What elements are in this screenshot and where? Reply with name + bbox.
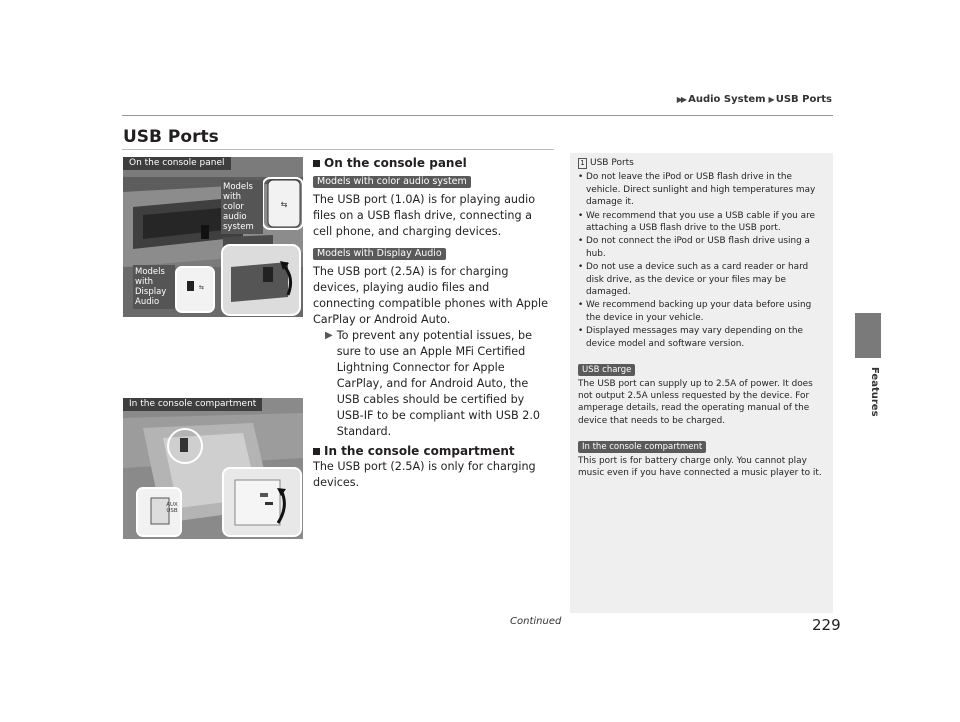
list-item: • Displayed messages may vary depending on the device model and software version. bbox=[578, 325, 825, 350]
console-compartment-figure bbox=[123, 398, 303, 539]
page-title: USB Ports bbox=[123, 127, 219, 147]
square-bullet-icon bbox=[313, 160, 320, 167]
chapter-tab-label[interactable]: Features bbox=[869, 367, 880, 417]
list-item: • Do not use a device such as a card reader or hard disk drive, as the device or your files may be damaged. bbox=[578, 261, 825, 298]
port-label: AUX USB bbox=[166, 502, 178, 514]
console-compartment-illustration bbox=[123, 398, 303, 539]
list-item: • Do not leave the iPod or USB flash drive in the vehicle. Direct sunlight and high temperatures may damage it. bbox=[578, 171, 825, 208]
notes-sidebar bbox=[570, 153, 833, 613]
main-text-column bbox=[313, 155, 553, 491]
notes-title: 1 USB Ports bbox=[578, 157, 825, 169]
svg-text:⇆: ⇆ bbox=[280, 200, 288, 209]
breadcrumb-page[interactable]: USB Ports bbox=[775, 94, 832, 105]
console-compartment-tag: In the console compartment bbox=[578, 441, 706, 453]
title-divider bbox=[122, 149, 554, 150]
list-item: • We recommend that you use a USB cable if you are attaching a USB flash drive to the USB port. bbox=[578, 210, 825, 235]
console-compartment-text: This port is for battery charge only. You cannot play music even if you have connected a music player to it. bbox=[578, 455, 822, 478]
header-divider bbox=[122, 115, 833, 116]
console-panel-figure bbox=[123, 157, 303, 317]
breadcrumb-arrow-icon: ▶▶ bbox=[676, 95, 686, 104]
arrow-right-icon: ▶ bbox=[325, 330, 333, 341]
model-tag-color-audio: Models with color audio system bbox=[313, 176, 471, 188]
list-item: • Do not connect the iPod or USB flash drive using a hub. bbox=[578, 235, 825, 260]
paragraph-usb-2-5a: The USB port (2.5A) is for charging devices, playing audio files and connecting compatible phones with Apple CarPlay or Android Auto. bbox=[313, 265, 548, 326]
page-number: 229 bbox=[812, 616, 841, 634]
breadcrumb-section[interactable]: Audio System bbox=[688, 94, 766, 105]
paragraph-charging-only: The USB port (2.5A) is only for charging devices. bbox=[313, 460, 536, 489]
notes-bullet-list bbox=[578, 171, 825, 350]
figure-label: On the console panel bbox=[123, 157, 231, 170]
usb-charge-text: The USB port can supply up to 2.5A of power. It does not output 2.5A unless requested by the device. For amperage details, read the operating manual of the device that needs to be charged. bbox=[578, 378, 813, 426]
chapter-tab-marker bbox=[855, 313, 881, 358]
usb-charge-tag: USB charge bbox=[578, 364, 635, 376]
square-bullet-icon bbox=[313, 448, 320, 455]
callout-color-audio: Models with color audio system bbox=[221, 180, 263, 234]
svg-text:⇆: ⇆ bbox=[199, 284, 205, 291]
model-tag-display-audio: Models with Display Audio bbox=[313, 248, 446, 260]
continued-label: Continued bbox=[510, 616, 562, 627]
callout-display-audio: Models with Display Audio bbox=[133, 265, 175, 309]
note-item bbox=[313, 328, 553, 440]
figure-label: In the console compartment bbox=[123, 398, 262, 411]
paragraph-usb-1a: The USB port (1.0A) is for playing audio files on a USB flash drive, connecting a cell phone, and charging devices. bbox=[313, 193, 536, 238]
breadcrumb bbox=[677, 94, 832, 105]
breadcrumb-arrow-icon: ▶ bbox=[768, 95, 773, 104]
section-heading-console-compartment: In the console compartment bbox=[313, 443, 553, 459]
section-heading-console-panel: On the console panel bbox=[313, 155, 553, 171]
reference-number-icon: 1 bbox=[578, 158, 587, 169]
note-text: To prevent any potential issues, be sure to use an Apple MFi Certified Lightning Connector for Apple CarPlay, and for Android Auto, the USB cables should be certified by USB-IF to be compliant with USB 2.0 Standard. bbox=[336, 329, 541, 438]
list-item: • We recommend backing up your data before using the device in your vehicle. bbox=[578, 299, 825, 324]
